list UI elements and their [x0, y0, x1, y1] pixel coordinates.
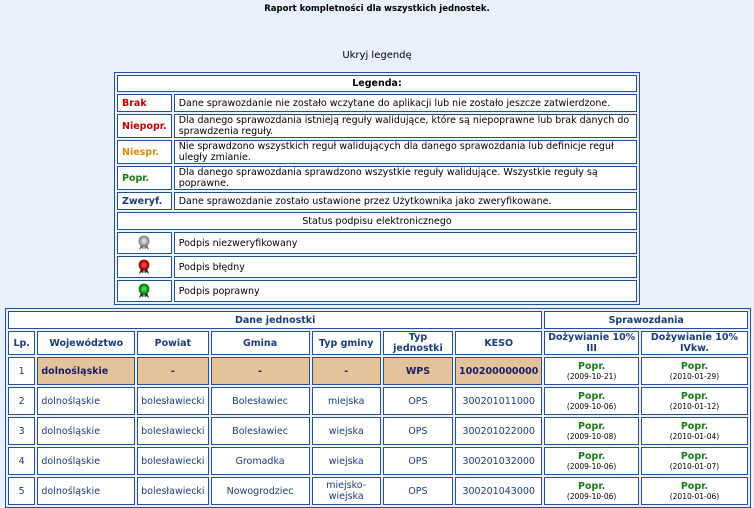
col-wojewodztwo: Województwo — [37, 331, 135, 355]
report-date: (2010-01-07) — [669, 462, 720, 471]
seal-red-icon — [138, 259, 150, 275]
cell-report1[interactable] — [544, 447, 639, 475]
cell-typ-jednostki: OPS — [383, 447, 453, 475]
report-status[interactable]: Popr. — [578, 361, 606, 372]
report-date: (2009-10-21) — [566, 372, 617, 381]
toggle-legend-link[interactable]: Ukryj legendę — [342, 50, 412, 61]
cell-lp: 2 — [8, 387, 35, 415]
legend-desc: Dla danego sprawozdania istnieją reguły walidujące, które są niepoprawne lub brak danych do sprawdzenia reguły. — [174, 114, 637, 138]
cell-powiat: bolesławiecki — [137, 387, 208, 415]
report-status[interactable]: Popr. — [578, 421, 606, 432]
cell-gmina: - — [211, 357, 310, 385]
cell-powiat: bolesławiecki — [137, 477, 208, 505]
cell-keso: 300201022000 — [455, 417, 542, 445]
cell-report2[interactable] — [641, 477, 748, 505]
cell-report1[interactable] — [544, 417, 639, 445]
cell-typ-jednostki: OPS — [383, 477, 453, 505]
report-date: (2010-01-06) — [669, 492, 720, 501]
signature-row-valid — [117, 280, 637, 302]
cell-report1[interactable] — [544, 387, 639, 415]
legend-desc: Dla danego sprawozdania sprawdzono wszystkie reguły walidujące. Wszystkie reguły są poprawne. — [174, 166, 637, 190]
report-date: (2009-10-08) — [566, 432, 617, 441]
group-header-units: Dane jednostki — [8, 311, 542, 329]
report-date: (2010-01-12) — [669, 402, 720, 411]
cell-lp: 5 — [8, 477, 35, 505]
signature-status-header: Status podpisu elektronicznego — [117, 212, 637, 230]
cell-typ-gminy: miejsko-wiejska — [312, 477, 381, 505]
legend-key: Brak — [117, 94, 172, 112]
table-row[interactable] — [8, 447, 748, 475]
report-date: (2009-10-06) — [566, 492, 617, 501]
report-status[interactable]: Popr. — [680, 451, 709, 462]
signature-row-unverified — [117, 232, 637, 254]
seal-green-icon — [138, 283, 150, 299]
cell-report2[interactable] — [641, 447, 748, 475]
legend-row-popr — [117, 166, 637, 190]
cell-powiat: - — [137, 357, 208, 385]
cell-gmina: Nowogrodziec — [211, 477, 310, 505]
col-report1[interactable]: Dożywianie 10% III — [544, 331, 639, 355]
cell-report1[interactable] — [544, 477, 639, 505]
seal-gray-icon — [138, 235, 150, 251]
cell-gmina: Gromadka — [211, 447, 310, 475]
cell-lp: 3 — [8, 417, 35, 445]
report-status[interactable]: Popr. — [680, 391, 709, 402]
cell-report2[interactable] — [641, 357, 748, 385]
col-keso: KESO — [455, 331, 542, 355]
legend-desc: Nie sprawdzono wszystkich reguł walidujących dla danego sprawozdania lub definicje reguł uległy zmianie. — [174, 140, 637, 164]
report-date: (2010-01-04) — [669, 432, 720, 441]
report-date: (2009-10-06) — [566, 462, 617, 471]
cell-wojewodztwo: dolnośląskie — [37, 357, 135, 385]
legend-key: Niepopr. — [117, 114, 172, 138]
cell-typ-gminy: - — [312, 357, 381, 385]
cell-gmina: Bolesławiec — [211, 417, 310, 445]
report-table — [5, 308, 751, 508]
cell-typ-jednostki: OPS — [383, 417, 453, 445]
cell-report1[interactable] — [544, 357, 639, 385]
legend-row-brak — [117, 94, 637, 112]
table-row[interactable] — [8, 417, 748, 445]
cell-keso: 300201043000 — [455, 477, 542, 505]
cell-wojewodztwo: dolnośląskie — [37, 447, 135, 475]
legend-header: Legenda: — [117, 75, 637, 92]
legend-row-niespr — [117, 140, 637, 164]
col-typ-jednostki: Typ jednostki — [383, 331, 453, 355]
cell-typ-jednostki: WPS — [383, 357, 453, 385]
report-date: (2010-01-29) — [669, 372, 720, 381]
cell-lp: 1 — [8, 357, 35, 385]
signature-label: Podpis poprawny — [174, 280, 637, 302]
report-status[interactable]: Popr. — [680, 421, 709, 432]
legend-table — [114, 72, 640, 305]
cell-wojewodztwo: dolnośląskie — [37, 387, 135, 415]
cell-typ-gminy: wiejska — [312, 417, 381, 445]
col-gmina: Gmina — [211, 331, 310, 355]
col-typ-gminy: Typ gminy — [312, 331, 381, 355]
signature-label: Podpis niezweryfikowany — [174, 232, 637, 254]
cell-report2[interactable] — [641, 387, 748, 415]
cell-powiat: bolesławiecki — [137, 447, 208, 475]
table-row[interactable] — [8, 357, 748, 385]
report-status[interactable]: Popr. — [680, 481, 709, 492]
legend-key: Popr. — [117, 166, 172, 190]
page-title: Raport kompletności dla wszystkich jednostek. — [264, 4, 490, 14]
report-date: (2009-10-06) — [566, 402, 617, 411]
group-header-reports: Sprawozdania — [544, 311, 748, 329]
legend-key: Niespr. — [117, 140, 172, 164]
cell-typ-gminy: miejska — [312, 387, 381, 415]
cell-keso: 100200000000 — [455, 357, 542, 385]
cell-wojewodztwo: dolnośląskie — [37, 477, 135, 505]
col-powiat: Powiat — [137, 331, 208, 355]
cell-powiat: bolesławiecki — [137, 417, 208, 445]
cell-wojewodztwo: dolnośląskie — [37, 417, 135, 445]
cell-report2[interactable] — [641, 417, 748, 445]
cell-keso: 300201032000 — [455, 447, 542, 475]
legend-row-niepopr — [117, 114, 637, 138]
cell-lp: 4 — [8, 447, 35, 475]
cell-gmina: Bolesławiec — [211, 387, 310, 415]
legend-desc: Dane sprawozdanie nie zostało wczytane do aplikacji lub nie zostało jeszcze zatwierdzone. — [174, 94, 637, 112]
signature-row-invalid — [117, 256, 637, 278]
report-status[interactable]: Popr. — [578, 451, 606, 462]
legend-row-zweryf — [117, 192, 637, 210]
report-status[interactable]: Popr. — [680, 361, 709, 372]
legend-key: Zweryf. — [117, 192, 172, 210]
col-lp: Lp. — [8, 331, 35, 355]
signature-label: Podpis błędny — [174, 256, 637, 278]
cell-keso: 300201011000 — [455, 387, 542, 415]
table-row[interactable] — [8, 477, 748, 505]
report-status[interactable]: Popr. — [578, 481, 606, 492]
table-row[interactable] — [8, 387, 748, 415]
cell-typ-jednostki: OPS — [383, 387, 453, 415]
cell-typ-gminy: wiejska — [312, 447, 381, 475]
legend-desc: Dane sprawozdanie zostało ustawione przez Użytkownika jako zweryfikowane. — [174, 192, 637, 210]
col-report2[interactable]: Dożywianie 10% IVkw. — [641, 331, 748, 355]
report-status[interactable]: Popr. — [578, 391, 606, 402]
